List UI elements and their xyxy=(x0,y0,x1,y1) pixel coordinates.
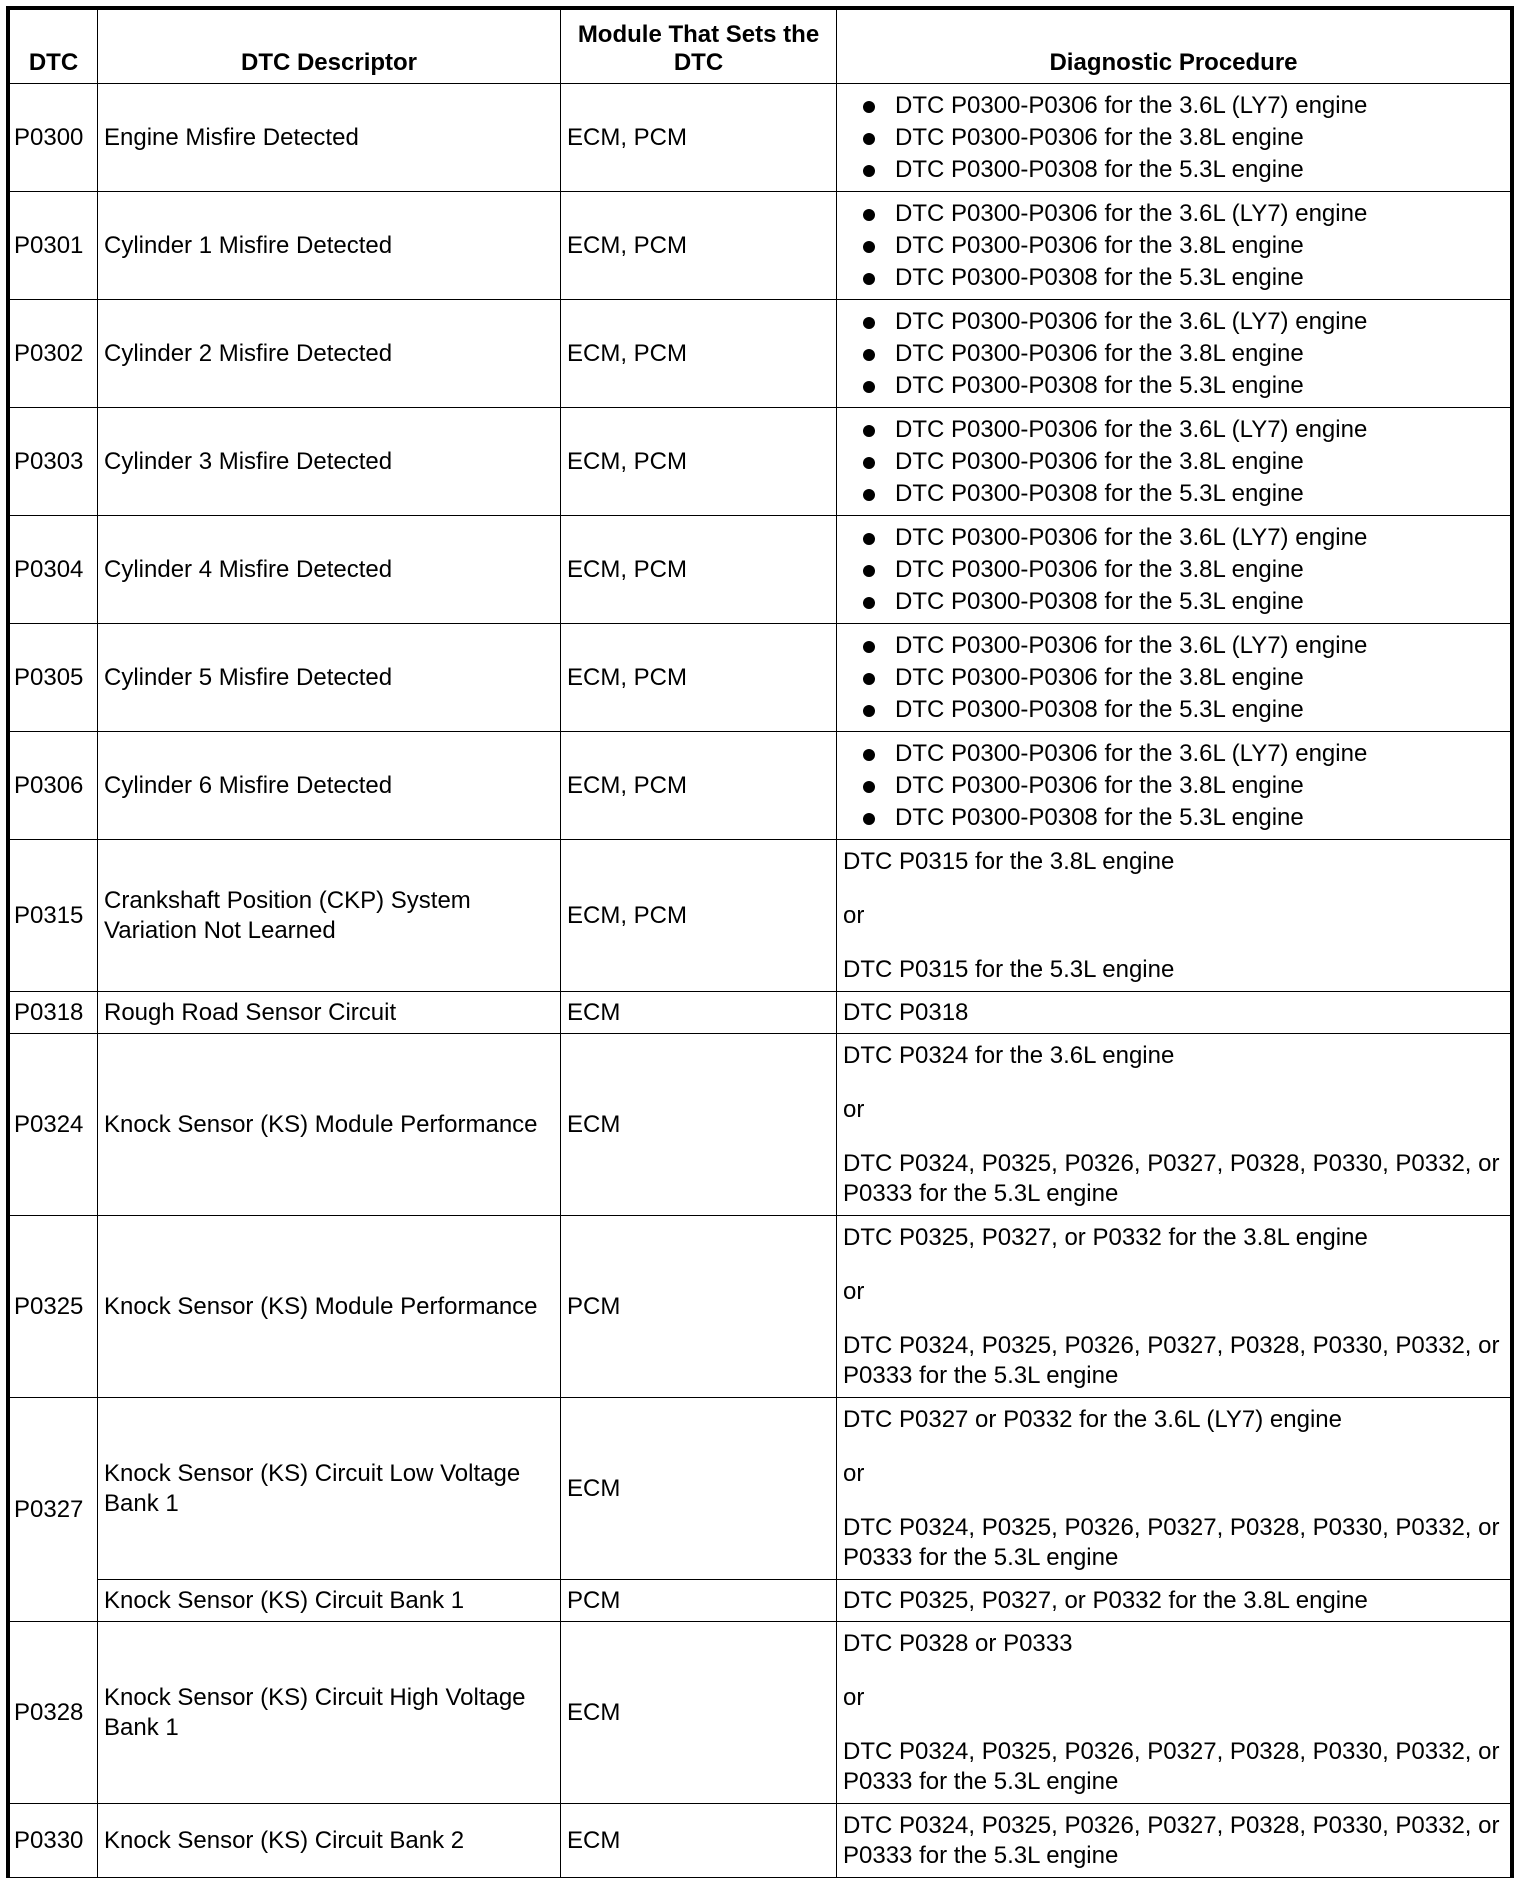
table-row xyxy=(10,992,1511,1034)
procedure-link[interactable]: DTC P0318 xyxy=(843,998,969,1026)
procedure-bullet-item[interactable]: DTC P0300-P0308 for the 5.3L engine xyxy=(863,586,1504,618)
cell-dtc: P0301 xyxy=(10,192,98,300)
cell-procedure xyxy=(837,1580,1511,1622)
dtc-table xyxy=(9,9,1511,1878)
cell-dtc: P0324 xyxy=(10,1034,98,1216)
cell-procedure xyxy=(837,1216,1511,1398)
procedure-link[interactable]: DTC P0324, P0325, P0326, P0327, P0328, P0330, P0332, or P0333 for the 5.3L engine xyxy=(843,1331,1500,1389)
procedure-bullet-item[interactable]: DTC P0300-P0306 for the 3.8L engine xyxy=(863,338,1504,370)
procedure-text-block xyxy=(843,1586,1504,1616)
procedure-bullet-item[interactable]: DTC P0300-P0306 for the 3.6L (LY7) engine xyxy=(863,522,1504,554)
procedure-link[interactable]: DTC P0325, P0327, or P0332 for the 3.8L engine xyxy=(843,1223,1368,1251)
procedure-or-text: or xyxy=(843,1095,865,1123)
table-row xyxy=(10,408,1511,516)
procedure-bullet-item[interactable]: DTC P0300-P0308 for the 5.3L engine xyxy=(863,262,1504,294)
cell-module: ECM, PCM xyxy=(561,84,837,192)
cell-module: ECM xyxy=(561,1034,837,1216)
procedure-link[interactable]: DTC P0324 for the 3.6L engine xyxy=(843,1041,1175,1069)
cell-procedure xyxy=(837,192,1511,300)
procedure-text-block xyxy=(843,1041,1504,1209)
cell-procedure xyxy=(837,300,1511,408)
cell-descriptor: Cylinder 6 Misfire Detected xyxy=(98,732,561,840)
cell-procedure xyxy=(837,84,1511,192)
cell-module: ECM, PCM xyxy=(561,408,837,516)
header-procedure: Diagnostic Procedure xyxy=(837,10,1511,84)
procedure-text-block xyxy=(843,1223,1504,1391)
cell-descriptor: Cylinder 5 Misfire Detected xyxy=(98,624,561,732)
cell-dtc: P0304 xyxy=(10,516,98,624)
table-row xyxy=(10,732,1511,840)
cell-module: ECM xyxy=(561,1622,837,1804)
procedure-or-text: or xyxy=(843,1683,865,1711)
table-row xyxy=(10,840,1511,992)
procedure-bullet-list xyxy=(843,90,1504,186)
cell-module: ECM, PCM xyxy=(561,516,837,624)
cell-descriptor: Cylinder 3 Misfire Detected xyxy=(98,408,561,516)
table-row xyxy=(10,1216,1511,1398)
cell-procedure xyxy=(837,408,1511,516)
procedure-link[interactable]: DTC P0324, P0325, P0326, P0327, P0328, P0330, P0332, or P0333 for the 5.3L engine xyxy=(843,1513,1500,1571)
procedure-or-text: or xyxy=(843,901,865,929)
procedure-text-block xyxy=(843,1629,1504,1797)
cell-module: ECM xyxy=(561,1398,837,1580)
procedure-bullet-item[interactable]: DTC P0300-P0306 for the 3.6L (LY7) engine xyxy=(863,630,1504,662)
procedure-link[interactable]: DTC P0327 or P0332 for the 3.6L (LY7) engine xyxy=(843,1405,1342,1433)
cell-dtc: P0325 xyxy=(10,1216,98,1398)
cell-descriptor: Crankshaft Position (CKP) System Variation Not Learned xyxy=(98,840,561,992)
cell-dtc: P0330 xyxy=(10,1804,98,1878)
cell-module: PCM xyxy=(561,1580,837,1622)
procedure-link[interactable]: DTC P0324, P0325, P0326, P0327, P0328, P0330, P0332, or P0333 for the 5.3L engine xyxy=(843,1737,1500,1795)
cell-procedure xyxy=(837,992,1511,1034)
procedure-bullet-item[interactable]: DTC P0300-P0306 for the 3.8L engine xyxy=(863,446,1504,478)
cell-dtc: P0303 xyxy=(10,408,98,516)
cell-module: PCM xyxy=(561,1216,837,1398)
cell-descriptor: Knock Sensor (KS) Circuit Bank 2 xyxy=(98,1804,561,1878)
cell-descriptor: Cylinder 4 Misfire Detected xyxy=(98,516,561,624)
cell-descriptor: Cylinder 2 Misfire Detected xyxy=(98,300,561,408)
procedure-link[interactable]: DTC P0315 for the 3.8L engine xyxy=(843,847,1175,875)
cell-descriptor: Knock Sensor (KS) Module Performance xyxy=(98,1034,561,1216)
cell-descriptor: Knock Sensor (KS) Circuit High Voltage Bank 1 xyxy=(98,1622,561,1804)
cell-dtc: P0315 xyxy=(10,840,98,992)
cell-module: ECM, PCM xyxy=(561,192,837,300)
table-row xyxy=(10,1398,1511,1580)
procedure-bullet-item[interactable]: DTC P0300-P0306 for the 3.8L engine xyxy=(863,662,1504,694)
procedure-bullet-item[interactable]: DTC P0300-P0306 for the 3.8L engine xyxy=(863,122,1504,154)
cell-descriptor: Cylinder 1 Misfire Detected xyxy=(98,192,561,300)
procedure-link[interactable]: DTC P0315 for the 5.3L engine xyxy=(843,955,1175,983)
procedure-bullet-list xyxy=(843,630,1504,726)
header-module: Module That Sets the DTC xyxy=(561,10,837,84)
cell-descriptor: Knock Sensor (KS) Module Performance xyxy=(98,1216,561,1398)
table-row xyxy=(10,192,1511,300)
cell-dtc: P0302 xyxy=(10,300,98,408)
cell-descriptor: Knock Sensor (KS) Circuit Bank 1 xyxy=(98,1580,561,1622)
table-row xyxy=(10,1622,1511,1804)
cell-procedure xyxy=(837,1398,1511,1580)
cell-procedure xyxy=(837,840,1511,992)
procedure-text-block xyxy=(843,998,1504,1028)
table-body xyxy=(10,84,1511,1878)
dtc-table-page xyxy=(6,6,1514,1878)
procedure-text-block xyxy=(843,1405,1504,1573)
procedure-bullet-item[interactable]: DTC P0300-P0306 for the 3.6L (LY7) engine xyxy=(863,738,1504,770)
procedure-bullet-item[interactable]: DTC P0300-P0306 for the 3.6L (LY7) engine xyxy=(863,306,1504,338)
cell-procedure xyxy=(837,624,1511,732)
procedure-bullet-list xyxy=(843,198,1504,294)
cell-dtc: P0300 xyxy=(10,84,98,192)
cell-dtc: P0306 xyxy=(10,732,98,840)
header-dtc: DTC xyxy=(10,10,98,84)
procedure-bullet-item[interactable]: DTC P0300-P0308 for the 5.3L engine xyxy=(863,694,1504,726)
table-row xyxy=(10,516,1511,624)
header-row xyxy=(10,10,1511,84)
procedure-bullet-item[interactable]: DTC P0300-P0306 for the 3.6L (LY7) engine xyxy=(863,198,1504,230)
procedure-bullet-item[interactable]: DTC P0300-P0308 for the 5.3L engine xyxy=(863,478,1504,510)
procedure-bullet-item[interactable]: DTC P0300-P0306 for the 3.8L engine xyxy=(863,554,1504,586)
procedure-link[interactable]: DTC P0324, P0325, P0326, P0327, P0328, P0330, P0332, or P0333 for the 5.3L engine xyxy=(843,1811,1500,1869)
cell-module: ECM xyxy=(561,992,837,1034)
table-row xyxy=(10,624,1511,732)
procedure-bullet-list xyxy=(843,738,1504,834)
procedure-text-block xyxy=(843,1811,1504,1871)
table-row xyxy=(10,1580,1511,1622)
procedure-text-block xyxy=(843,847,1504,985)
table-row xyxy=(10,84,1511,192)
procedure-bullet-list xyxy=(843,414,1504,510)
procedure-link[interactable]: DTC P0325, P0327, or P0332 for the 3.8L engine xyxy=(843,1586,1368,1614)
procedure-bullet-item[interactable]: DTC P0300-P0306 for the 3.8L engine xyxy=(863,770,1504,802)
cell-procedure xyxy=(837,516,1511,624)
cell-descriptor: Knock Sensor (KS) Circuit Low Voltage Bank 1 xyxy=(98,1398,561,1580)
procedure-bullet-item[interactable]: DTC P0300-P0308 for the 5.3L engine xyxy=(863,802,1504,834)
cell-module: ECM, PCM xyxy=(561,300,837,408)
cell-dtc: P0328 xyxy=(10,1622,98,1804)
cell-procedure xyxy=(837,1622,1511,1804)
cell-module: ECM, PCM xyxy=(561,840,837,992)
table-row xyxy=(10,1804,1511,1878)
procedure-bullet-item[interactable]: DTC P0300-P0306 for the 3.8L engine xyxy=(863,230,1504,262)
cell-module: ECM, PCM xyxy=(561,732,837,840)
header-descriptor: DTC Descriptor xyxy=(98,10,561,84)
procedure-link[interactable]: DTC P0328 or P0333 xyxy=(843,1629,1073,1657)
cell-dtc: P0318 xyxy=(10,992,98,1034)
cell-procedure xyxy=(837,1034,1511,1216)
cell-procedure xyxy=(837,732,1511,840)
cell-dtc: P0327 xyxy=(10,1398,98,1622)
cell-module: ECM, PCM xyxy=(561,624,837,732)
table-row xyxy=(10,1034,1511,1216)
cell-descriptor: Rough Road Sensor Circuit xyxy=(98,992,561,1034)
procedure-bullet-list xyxy=(843,522,1504,618)
procedure-bullet-item[interactable]: DTC P0300-P0306 for the 3.6L (LY7) engine xyxy=(863,414,1504,446)
cell-dtc: P0305 xyxy=(10,624,98,732)
procedure-link[interactable]: DTC P0324, P0325, P0326, P0327, P0328, P0330, P0332, or P0333 for the 5.3L engine xyxy=(843,1149,1500,1207)
procedure-bullet-item[interactable]: DTC P0300-P0308 for the 5.3L engine xyxy=(863,370,1504,402)
cell-module: ECM xyxy=(561,1804,837,1878)
cell-procedure xyxy=(837,1804,1511,1878)
procedure-or-text: or xyxy=(843,1459,865,1487)
procedure-bullet-list xyxy=(843,306,1504,402)
cell-descriptor: Engine Misfire Detected xyxy=(98,84,561,192)
procedure-bullet-item[interactable]: DTC P0300-P0308 for the 5.3L engine xyxy=(863,154,1504,186)
procedure-or-text: or xyxy=(843,1277,865,1305)
table-row xyxy=(10,300,1511,408)
procedure-bullet-item[interactable]: DTC P0300-P0306 for the 3.6L (LY7) engine xyxy=(863,90,1504,122)
